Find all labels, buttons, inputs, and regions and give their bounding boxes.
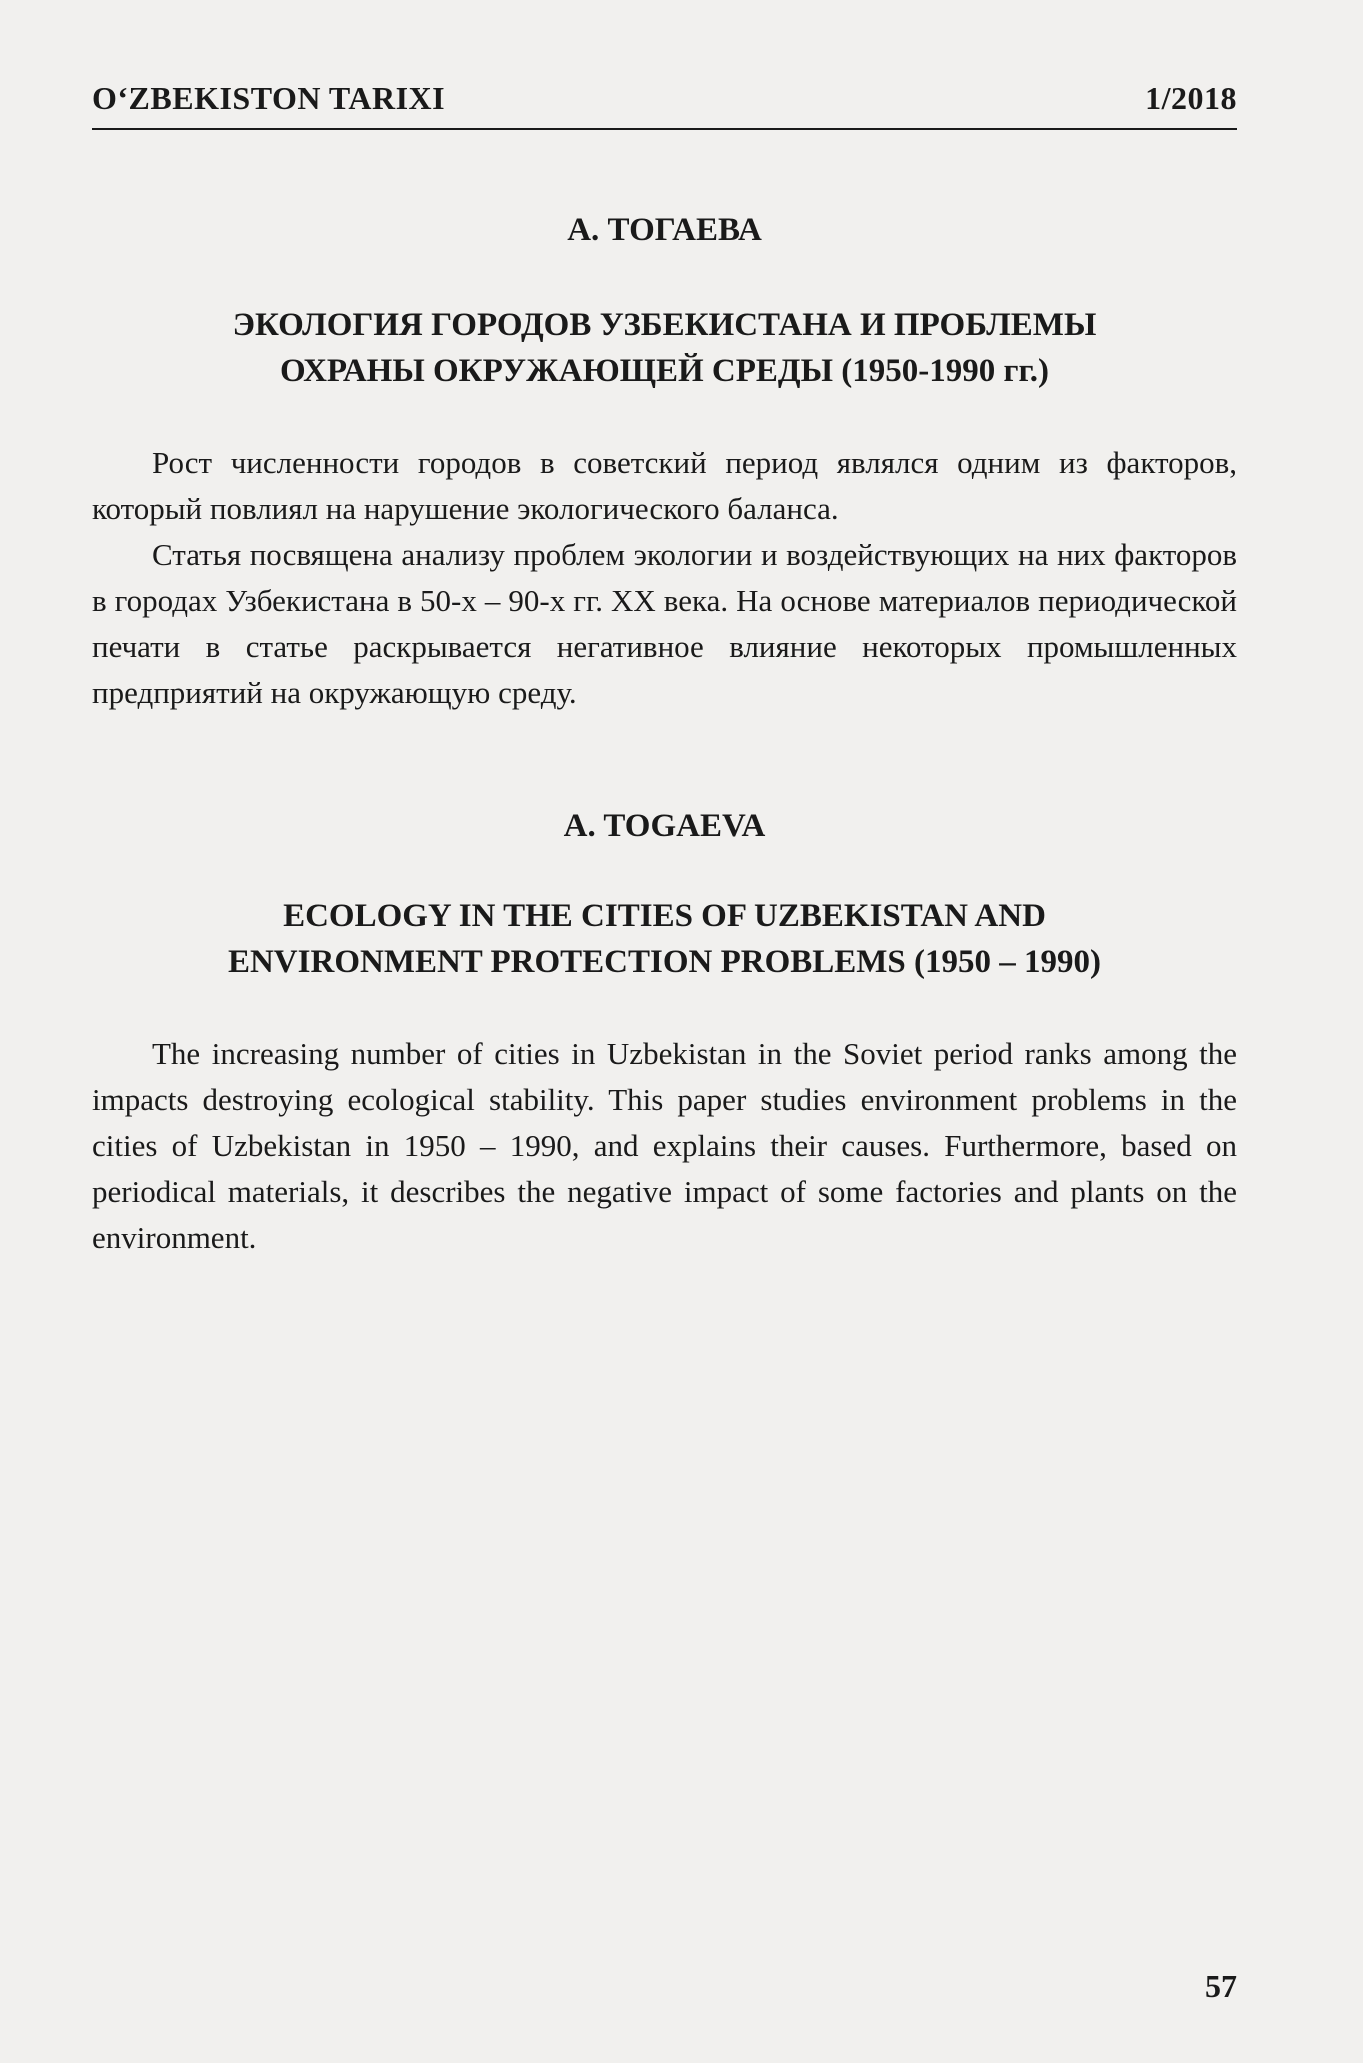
title-en-line-1: ECOLOGY IN THE CITIES OF UZBEKISTAN AND — [283, 898, 1046, 934]
author-ru: А. ТОГАЕВА — [567, 212, 762, 248]
abstract-en — [92, 1031, 1237, 1261]
header-rule — [92, 128, 1237, 130]
author-en: A. TOGAEVA — [563, 808, 766, 844]
journal-title: O‘ZBEKISTON TARIXI — [92, 80, 446, 116]
abstract-ru — [92, 440, 1237, 716]
title-ru — [92, 302, 1237, 394]
title-en-line-2: ENVIRONMENT PROTECTION PROBLEMS (1950 – 1990) — [227, 944, 1102, 980]
running-header — [92, 80, 1237, 117]
page-number: 57 — [1205, 1968, 1237, 2004]
issue-number: 1/2018 — [1145, 80, 1237, 116]
title-ru-line-2: ОХРАНЫ ОКРУЖАЮЩЕЙ СРЕДЫ (1950-1990 гг.) — [279, 353, 1050, 389]
title-ru-line-1: ЭКОЛОГИЯ ГОРОДОВ УЗБЕКИСТАНА И ПРОБЛЕМЫ — [232, 307, 1097, 343]
abstract-en-paragraph-1: The increasing number of cities in Uzbekistan in the Soviet period ranks among the impacts destroying ecological stability. This paper studies environment problems in the cities of Uzbekistan in 1950 – 1990, and explains their causes. Furthermore, based on periodical materials, it describes the negative impact of some factories and plants on the environment. — [92, 1036, 1237, 1255]
title-en — [92, 893, 1237, 985]
abstract-ru-paragraph-2: Статья посвящена анализу проблем экологии и воздействующих на них факторов в городах Узбекистана в 50-х – 90-х гг. XX века. На основе материалов периодической печати в статье раскрывается негативное влияние некоторых промышленных предприятий на окружающую среду. — [92, 537, 1237, 710]
abstract-ru-paragraph-1: Рост численности городов в советский период являлся одним из факторов, который повлиял на нарушение экологического баланса. — [92, 445, 1237, 526]
